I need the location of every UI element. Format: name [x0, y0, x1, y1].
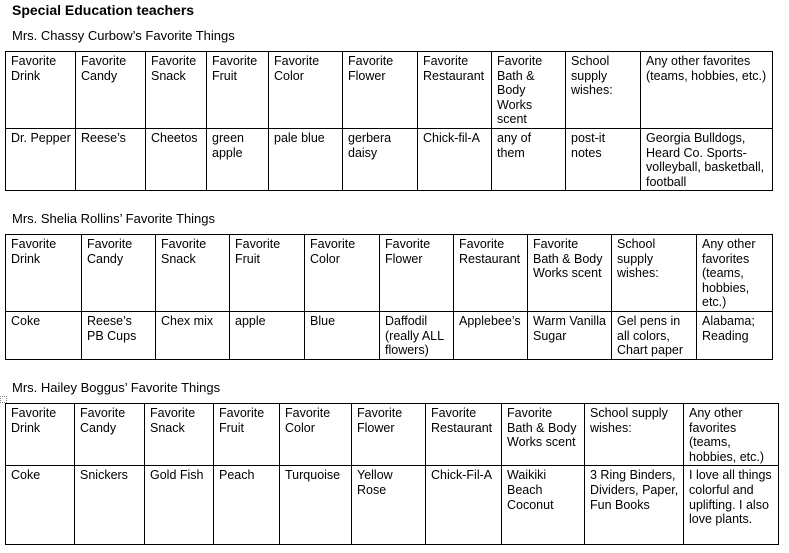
header-cell: Any other favorites (teams, hobbies, etc.) [697, 235, 773, 312]
section-title-boggus: Mrs. Hailey Boggus’ Favorite Things [12, 380, 221, 395]
value-cell: Daffodil (really ALL flowers) [380, 311, 454, 359]
header-cell: Favorite Fruit [207, 52, 269, 129]
value-cell: 3 Ring Binders, Dividers, Paper, Fun Books [585, 466, 684, 545]
value-cell: any of them [492, 128, 566, 190]
header-cell: Favorite Fruit [230, 235, 305, 312]
header-cell: School supply wishes: [585, 404, 684, 466]
header-cell: Favorite Candy [76, 52, 146, 129]
value-cell: Coke [6, 311, 82, 359]
favorites-table-rollins [5, 234, 773, 360]
header-cell: Favorite Snack [156, 235, 230, 312]
section-title-curbow: Mrs. Chassy Curbow’s Favorite Things [12, 28, 235, 43]
table-header-row [6, 52, 773, 129]
header-cell: Favorite Bath & Body Works scent [502, 404, 585, 466]
header-cell: School supply wishes: [566, 52, 641, 129]
value-cell: Reese’s PB Cups [82, 311, 156, 359]
value-cell: I love all things colorful and uplifting. I also love plants. [684, 466, 779, 545]
header-cell: School supply wishes: [612, 235, 697, 312]
header-cell: Any other favorites (teams, hobbies, etc.) [641, 52, 773, 129]
anchor-marker [0, 396, 7, 403]
table-row [6, 311, 773, 359]
value-cell: Chick-Fil-A [426, 466, 502, 545]
header-cell: Favorite Flower [380, 235, 454, 312]
header-cell: Favorite Bath & Body Works scent [528, 235, 612, 312]
value-cell: Yellow Rose [352, 466, 426, 545]
table-header-row [6, 235, 773, 312]
value-cell: green apple [207, 128, 269, 190]
value-cell: Applebee’s [454, 311, 528, 359]
header-cell: Favorite Drink [6, 404, 75, 466]
header-cell: Favorite Candy [75, 404, 145, 466]
header-cell: Favorite Flower [343, 52, 418, 129]
header-cell: Favorite Color [305, 235, 380, 312]
value-cell: Blue [305, 311, 380, 359]
value-cell: Dr. Pepper [6, 128, 76, 190]
value-cell: Chick-fil-A [418, 128, 492, 190]
header-cell: Favorite Bath & Body Works scent [492, 52, 566, 129]
header-cell: Favorite Flower [352, 404, 426, 466]
header-cell: Favorite Color [280, 404, 352, 466]
header-cell: Favorite Restaurant [454, 235, 528, 312]
page-heading: Special Education teachers [12, 2, 195, 18]
value-cell: Snickers [75, 466, 145, 545]
value-cell: Coke [6, 466, 75, 545]
value-cell: Chex mix [156, 311, 230, 359]
value-cell: Georgia Bulldogs, Heard Co. Sports-volleyball, basketball, football [641, 128, 773, 190]
value-cell: Warm Vanilla Sugar [528, 311, 612, 359]
header-cell: Favorite Drink [6, 235, 82, 312]
value-cell: Alabama; Reading [697, 311, 773, 359]
value-cell: apple [230, 311, 305, 359]
header-cell: Favorite Color [269, 52, 343, 129]
value-cell: post-it notes [566, 128, 641, 190]
value-cell: Turquoise [280, 466, 352, 545]
value-cell: Reese’s [76, 128, 146, 190]
header-cell: Favorite Restaurant [426, 404, 502, 466]
header-cell: Favorite Snack [145, 404, 214, 466]
header-cell: Favorite Candy [82, 235, 156, 312]
header-cell: Favorite Snack [146, 52, 207, 129]
table-row [6, 466, 779, 545]
table-row [6, 128, 773, 190]
value-cell: Cheetos [146, 128, 207, 190]
value-cell: Gold Fish [145, 466, 214, 545]
value-cell: Peach [214, 466, 280, 545]
table-header-row [6, 404, 779, 466]
header-cell: Favorite Fruit [214, 404, 280, 466]
value-cell: Waikiki Beach Coconut [502, 466, 585, 545]
favorites-table-curbow [5, 51, 773, 191]
value-cell: pale blue [269, 128, 343, 190]
header-cell: Favorite Restaurant [418, 52, 492, 129]
value-cell: gerbera daisy [343, 128, 418, 190]
favorites-table-boggus [5, 403, 779, 545]
header-cell: Any other favorites (teams, hobbies, etc.) [684, 404, 779, 466]
header-cell: Favorite Drink [6, 52, 76, 129]
value-cell: Gel pens in all colors, Chart paper [612, 311, 697, 359]
section-title-rollins: Mrs. Shelia Rollins’ Favorite Things [12, 211, 216, 226]
